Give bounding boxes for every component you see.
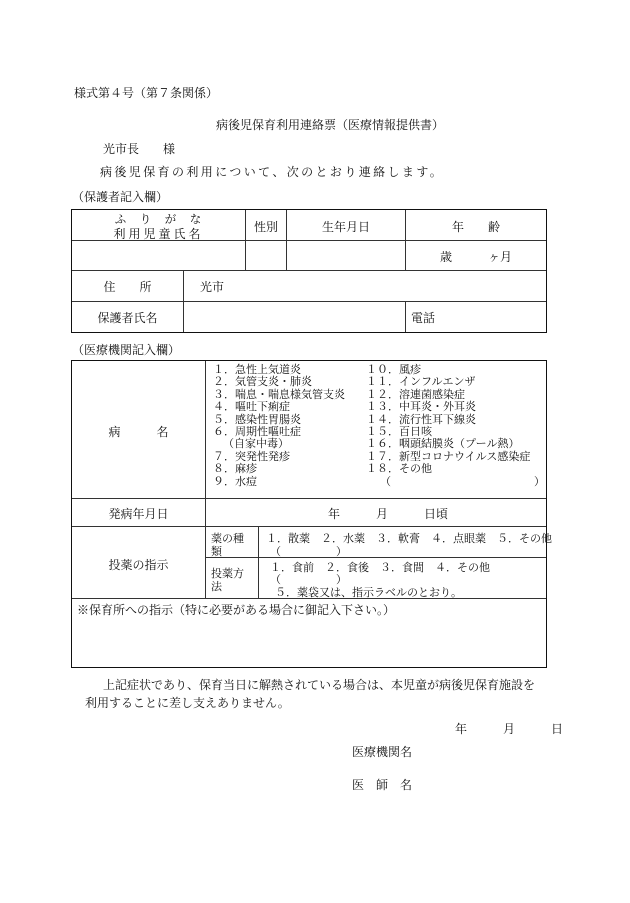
disease-item: （ ） (380, 474, 545, 488)
med-method-other: （ ） (270, 573, 347, 586)
statement-line-2: 利用することに差し支えありません。 (85, 696, 290, 710)
disease-item: １３．中耳炎・外耳炎 (366, 400, 476, 414)
onset-date: 年 月 日頃 (328, 507, 449, 521)
disease-list-left (213, 364, 345, 488)
statement-line-1: 上記症状であり、保育当日に解熱されている場合は、本児童が病後児保育施設を (103, 678, 536, 692)
disease-item: １５．百日咳 (366, 425, 432, 439)
nursery-instruction: ※保育所への指示（特に必要がある場合に御記入下さい。） (77, 603, 396, 617)
disease-item: ８．麻疹 (213, 462, 257, 476)
disease-item: ７．突発性発疹 (213, 449, 290, 463)
guardian-section-heading: （保護者記入欄） (72, 190, 169, 204)
child-name-label: 利用児童氏名 (113, 227, 204, 241)
page-title: 病後児保育利用連絡票（医療情報提供書） (216, 118, 445, 132)
disease-item: １０．風疹 (366, 363, 421, 376)
disease-item: （自家中毒） (223, 437, 289, 451)
furigana-label: ふ り が な (114, 212, 203, 226)
intro-text: 病後児保育の利用について、次のとおり連絡します。 (100, 165, 445, 179)
med-method-options: １．食前 ２．食後 ３．食間 ４．その他 (270, 561, 490, 574)
disease-item: １７．新型コロナウイルス感染症 (366, 449, 531, 463)
med-type-label: 薬の種 (211, 532, 244, 545)
disease-item: １．急性上気道炎 (213, 363, 301, 376)
med-type-options: １．散薬 ２．水薬 ３．軟膏 ４．点眼薬 ５．その他 (266, 532, 552, 545)
birthdate-label: 生年月日 (321, 220, 370, 234)
disease-item: ５．感染性胃腸炎 (213, 412, 301, 426)
disease-item: １８．その他 (366, 462, 432, 476)
disease-item: ３．喘息・喘息様気管支炎 (213, 387, 345, 401)
medication-label: 投薬の指示 (108, 558, 169, 572)
med-method-note: ５．薬袋又は、指示ラベルのとおり。 (275, 586, 462, 599)
disease-item: １４．流行性耳下線炎 (366, 412, 476, 426)
disease-item: １１．インフルエンザ (366, 375, 476, 389)
address-label: 住 所 (103, 280, 152, 294)
med-type-other: （ ） (270, 545, 347, 558)
disease-item: １２．溶連菌感染症 (366, 387, 465, 401)
guardian-name-label: 保護者氏名 (97, 311, 158, 325)
disease-item: ６．周期性嘔吐症 (213, 425, 301, 439)
medical-section-heading: （医療機関記入欄） (72, 343, 181, 357)
med-type-label-2: 類 (211, 545, 222, 558)
addressee: 光市長 様 (103, 142, 176, 156)
institution-label: 医療機関名 (352, 745, 413, 759)
form-number: 様式第４号（第７条関係） (74, 86, 219, 100)
doctor-label: 医 師 名 (352, 778, 413, 792)
gender-label: 性別 (253, 220, 278, 234)
age-value: 歳 ヶ月 (439, 250, 512, 264)
disease-item: ４．嘔吐下痢症 (213, 400, 290, 414)
disease-item: ２．気管支炎・肺炎 (213, 375, 312, 389)
address-value: 光市 (200, 280, 225, 294)
disease-label: 病 名 (108, 425, 169, 439)
disease-list-right (366, 364, 545, 488)
onset-label: 発病年月日 (108, 507, 169, 521)
disease-item: １６．咽頭結膜炎（プール熱） (366, 437, 520, 451)
age-label: 年 齢 (451, 220, 500, 234)
med-method-label-2: 法 (211, 580, 222, 593)
disease-item: ９．水痘 (213, 474, 257, 488)
med-method-label: 投薬方 (211, 567, 244, 580)
signature-date: 年 月 日 (455, 722, 564, 736)
phone-label: 電話 (411, 311, 436, 325)
